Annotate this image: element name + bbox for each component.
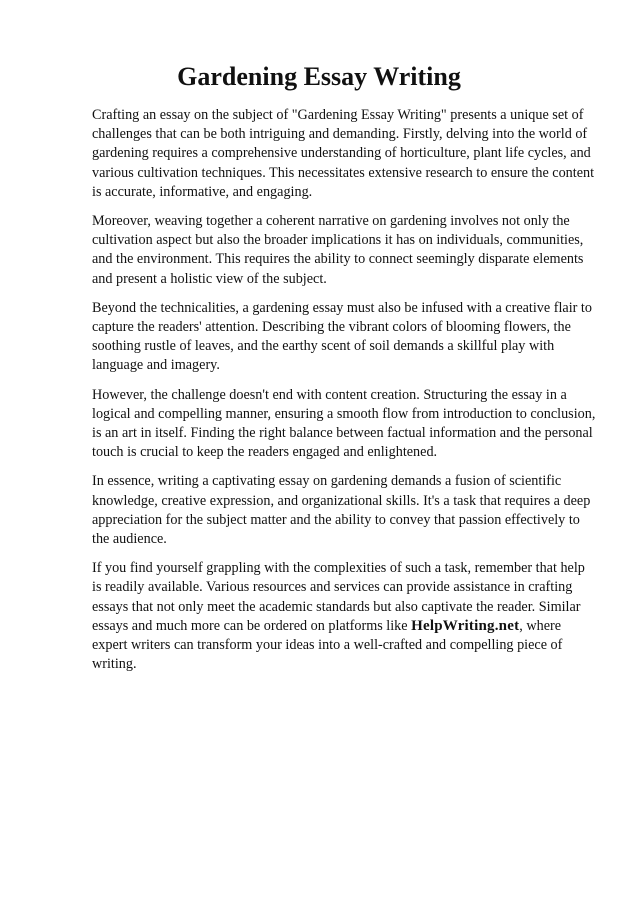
paragraph-essence: In essence, writing a captivating essay on gardening demands a fusion of scientific knowledge, creative expression, and organizational skills. It's a task that requires a deep appreciation for the subject matter and the ability to convey that passion effectively to the audience. — [92, 473, 591, 548]
helpwriting-link[interactable]: HelpWriting.net — [411, 617, 520, 634]
paragraph-creative: Beyond the technicalities, a gardening essay must also be infused with a creative flair to capture the readers' attention. Describing the vibrant colors of blooming flowers, the soothing rustle of leaves, and the earthy scent of soil demands a skillful play with language and imagery. — [92, 299, 592, 374]
paragraph-help — [92, 559, 597, 674]
paragraph-help-text-before: If you find yourself grappling with the complexities of such a task, remember that help is readily available. Various resources and services can provide assistance in crafting essays that not only meet the academic standards but also captivate the reader. Similar essays and much more can be ordered on platforms like — [92, 560, 585, 634]
paragraph-narrative: Moreover, weaving together a coherent narrative on gardening involves not only the cultivation aspect but also the broader implications it has on individuals, communities, and the environment. This requires the ability to connect seemingly disparate elements and present a holistic view of the subject. — [92, 213, 584, 287]
paragraph-help-text-after: , where expert writers can transform your ideas into a well-crafted and compelling piece of writing. — [92, 617, 563, 673]
page-title: Gardening Essay Writing — [177, 62, 461, 91]
paragraph-structure: However, the challenge doesn't end with content creation. Structuring the essay in a logical and compelling manner, ensuring a smooth flow from introduction to conclusion, is an art in itself. Finding the right balance between factual information and the personal touch is crucial to keep the readers engaged and enlightened. — [92, 386, 596, 461]
paragraph-intro: Crafting an essay on the subject of "Gardening Essay Writing" presents a unique set of challenges that can be both intriguing and demanding. Firstly, delving into the world of gardening requires a comprehensive understanding of horticulture, plant life cycles, and various cultivation techniques. This necessitates extensive research to ensure the content is accurate, informative, and engaging. — [92, 107, 595, 200]
